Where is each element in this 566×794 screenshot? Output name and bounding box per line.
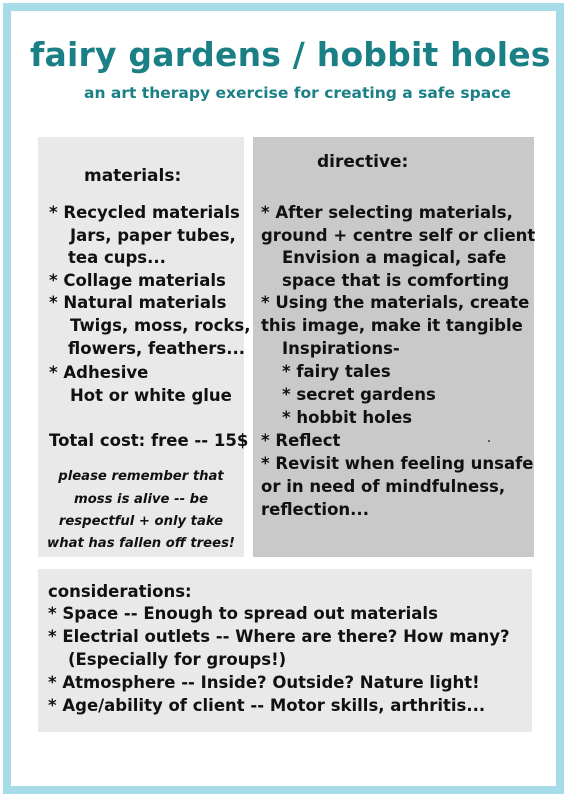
moss-note-line: moss is alive -- be (73, 492, 209, 507)
moss-note-line: please remember that (58, 469, 224, 484)
materials-line: Twigs, moss, rocks, (70, 316, 251, 335)
considerations-line: (Especially for groups!) (68, 650, 287, 669)
materials-panel (38, 137, 251, 557)
directive-line: or in need of mindfulness, (261, 477, 506, 496)
directive-line: * fairy tales (282, 362, 391, 381)
materials-line: tea cups... (68, 248, 166, 267)
directive-line: * Reflect (261, 431, 341, 450)
moss-note-line: respectful + only take (58, 514, 224, 529)
materials-line: * Collage materials (49, 271, 226, 290)
directive-line: * Using the materials, create (261, 293, 530, 312)
considerations-line: * Space -- Enough to spread out materials (48, 604, 438, 623)
considerations-panel (38, 569, 532, 732)
considerations-line: * Electrial outlets -- Where are there? How many? (48, 627, 510, 646)
page-subtitle: an art therapy exercise for creating a safe space (84, 84, 511, 102)
materials-heading: materials: (84, 166, 182, 186)
materials-line: * Natural materials (49, 293, 227, 312)
directive-line: space that is comforting (282, 271, 510, 290)
considerations-heading: considerations: (48, 582, 192, 601)
page-title: fairy gardens / hobbit holes (30, 35, 551, 74)
directive-line: this image, make it tangible (261, 316, 523, 335)
stray-dot (488, 440, 490, 442)
total-cost: Total cost: free -- 15$ (49, 431, 249, 450)
materials-line: * Adhesive (49, 363, 149, 382)
directive-line: * secret gardens (282, 385, 436, 404)
materials-line: Jars, paper tubes, (70, 226, 236, 245)
materials-line: * Recycled materials (49, 203, 240, 222)
directive-line: Envision a magical, safe (282, 248, 507, 267)
directive-line: * hobbit holes (282, 408, 413, 427)
directive-line: * Revisit when feeling unsafe (261, 454, 534, 473)
directive-heading: directive: (317, 152, 409, 172)
directive-panel (253, 137, 534, 557)
directive-line: * After selecting materials, (261, 203, 513, 222)
materials-line: flowers, feathers... (68, 339, 246, 358)
directive-line: Inspirations- (282, 339, 400, 358)
considerations-line: * Age/ability of client -- Motor skills, arthritis... (48, 696, 486, 715)
materials-line: Hot or white glue (70, 386, 232, 405)
directive-line: ground + centre self or client (261, 226, 536, 245)
moss-note-line: what has fallen off trees! (47, 536, 235, 551)
directive-line: reflection... (261, 500, 369, 519)
considerations-line: * Atmosphere -- Inside? Outside? Nature light! (48, 673, 480, 692)
